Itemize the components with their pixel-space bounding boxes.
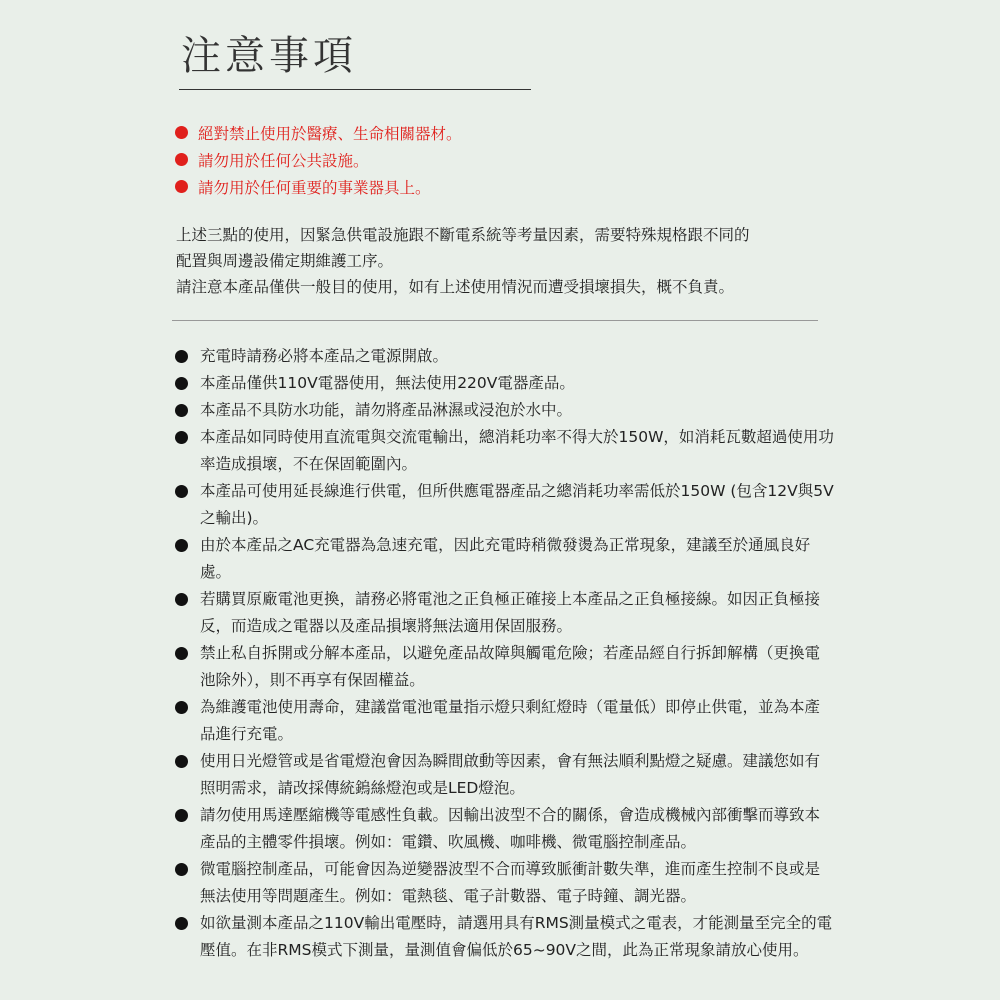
red-bullet-icon bbox=[175, 180, 188, 193]
note-text: 本產品可使用延長線進行供電，但所供應電器產品之總消耗功率需低於150W (包含12V與5V之輸出)。 bbox=[200, 482, 834, 527]
warning-item bbox=[175, 173, 462, 200]
note-text: 請勿使用馬達壓縮機等電感性負載。因輸出波型不合的關係，會造成機械內部衝擊而導致本產品的主體零件損壞。例如：電鑽、吹風機、咖啡機、微電腦控制產品。 bbox=[200, 806, 821, 851]
warning-text: 絕對禁止使用於醫療、生命相關器材。 bbox=[198, 124, 462, 143]
note-text: 微電腦控制產品，可能會因為逆變器波型不合而導致脈衝計數失準，進而產生控制不良或是無法使用等問題產生。例如：電熱毯、電子計數器、電子時鐘、調光器。 bbox=[200, 860, 821, 905]
note-item bbox=[175, 640, 835, 694]
section-divider bbox=[172, 320, 818, 321]
note-item bbox=[175, 586, 835, 640]
bullet-icon bbox=[175, 809, 188, 822]
warning-list bbox=[175, 119, 462, 200]
notes-list bbox=[175, 343, 835, 964]
bullet-icon bbox=[175, 350, 188, 363]
note-item bbox=[175, 424, 835, 478]
bullet-icon bbox=[175, 701, 188, 714]
bullet-icon bbox=[175, 539, 188, 552]
note-text: 本產品僅供110V電器使用，無法使用220V電器產品。 bbox=[200, 374, 575, 392]
warning-text: 請勿用於任何公共設施。 bbox=[198, 151, 369, 170]
note-item bbox=[175, 370, 835, 397]
note-item bbox=[175, 343, 835, 370]
warning-item bbox=[175, 119, 462, 146]
warning-item bbox=[175, 146, 462, 173]
note-text: 本產品不具防水功能，請勿將產品淋濕或浸泡於水中。 bbox=[200, 401, 573, 419]
bullet-icon bbox=[175, 431, 188, 444]
bullet-icon bbox=[175, 593, 188, 606]
warning-text: 請勿用於任何重要的事業器具上。 bbox=[198, 178, 431, 197]
explanation-paragraph bbox=[176, 222, 826, 300]
note-item bbox=[175, 694, 835, 748]
note-text: 由於本產品之AC充電器為急速充電，因此充電時稍微發燙為正常現象，建議至於通風良好處。 bbox=[200, 536, 811, 581]
note-item bbox=[175, 856, 835, 910]
title-underline bbox=[179, 89, 531, 90]
paragraph-line: 配置與周邊設備定期維護工序。 bbox=[176, 252, 394, 270]
note-text: 禁止私自拆開或分解本產品，以避免產品故障與觸電危險；若產品經自行拆卸解構（更換電池除外），則不再享有保固權益。 bbox=[200, 644, 821, 689]
note-item bbox=[175, 802, 835, 856]
paragraph-line: 請注意本產品僅供一般目的使用，如有上述使用情況而遭受損壞損失，概不負責。 bbox=[176, 278, 735, 296]
bullet-icon bbox=[175, 863, 188, 876]
page-title: 注意事項 bbox=[181, 33, 357, 79]
note-text: 如欲量測本產品之110V輸出電壓時，請選用具有RMS測量模式之電表，才能測量至完全的電壓值。在非RMS模式下測量，量測值會偏低於65~90V之間，此為正常現象請放心使用。 bbox=[200, 914, 833, 959]
bullet-icon bbox=[175, 485, 188, 498]
bullet-icon bbox=[175, 917, 188, 930]
note-text: 為維護電池使用壽命，建議當電池電量指示燈只剩紅燈時（電量低）即停止供電，並為本產品進行充電。 bbox=[200, 698, 821, 743]
bullet-icon bbox=[175, 755, 188, 768]
note-text: 本產品如同時使用直流電與交流電輸出，總消耗功率不得大於150W，如消耗瓦數超過使用功率造成損壞，不在保固範圍內。 bbox=[200, 428, 834, 473]
paragraph-line: 上述三點的使用，因緊急供電設施跟不斷電系統等考量因素，需要特殊規格跟不同的 bbox=[176, 226, 750, 244]
note-item bbox=[175, 748, 835, 802]
note-item bbox=[175, 478, 835, 532]
red-bullet-icon bbox=[175, 126, 188, 139]
note-text: 充電時請務必將本產品之電源開啟。 bbox=[200, 347, 449, 365]
note-item bbox=[175, 397, 835, 424]
bullet-icon bbox=[175, 377, 188, 390]
bullet-icon bbox=[175, 404, 188, 417]
note-item bbox=[175, 910, 835, 964]
bullet-icon bbox=[175, 647, 188, 660]
red-bullet-icon bbox=[175, 153, 188, 166]
note-text: 使用日光燈管或是省電燈泡會因為瞬間啟動等因素，會有無法順利點燈之疑慮。建議您如有照明需求，請改採傳統鎢絲燈泡或是LED燈泡。 bbox=[200, 752, 821, 797]
note-text: 若購買原廠電池更換，請務必將電池之正負極正確接上本產品之正負極接線。如因正負極接反，而造成之電器以及產品損壞將無法適用保固服務。 bbox=[200, 590, 821, 635]
note-item bbox=[175, 532, 835, 586]
